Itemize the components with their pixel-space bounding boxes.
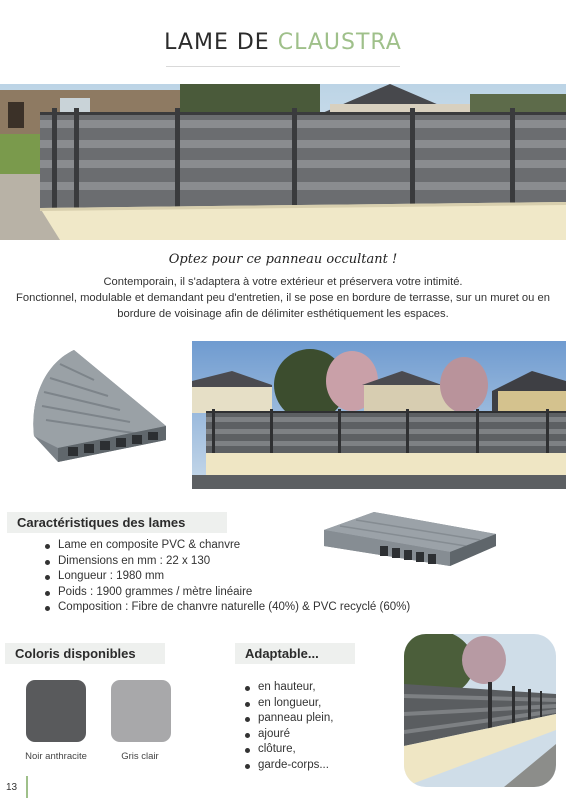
tagline: Optez pour ce panneau occultant ! <box>168 252 398 267</box>
list-item: garde-corps... <box>242 758 392 774</box>
list-item: Poids : 1900 grammes / mètre linéaire <box>42 585 462 601</box>
list-item: Longueur : 1980 mm <box>42 569 462 585</box>
swatch-label: Gris clair <box>121 751 159 762</box>
description <box>14 274 552 322</box>
list-item: Dimensions en mm : 22 x 130 <box>42 554 462 570</box>
list-item: clôture, <box>242 742 392 758</box>
page-number: 13 <box>6 782 18 793</box>
fence-perspective-photo <box>404 634 556 787</box>
description-line2: Fonctionnel, modulable et demandant peu d'entretien, il se pose en bordure de terrasse, sur un muret ou en bordure de voisinage afin de délimiter esthétiquement les espaces. <box>16 292 550 320</box>
page-number-bar <box>26 776 28 798</box>
page-title <box>0 30 566 55</box>
coloris-heading: Coloris disponibles <box>5 643 165 664</box>
list-item: Lame en composite PVC & chanvre <box>42 538 462 554</box>
list-item: Composition : Fibre de chanvre naturelle (40%) & PVC recyclé (60%) <box>42 600 462 616</box>
swatch-label: Noir anthracite <box>25 751 87 762</box>
board-profile-image <box>28 340 178 470</box>
swatch-noir-anthracite <box>26 680 86 742</box>
list-item: en hauteur, <box>242 680 392 696</box>
swatch-gris-clair <box>111 680 171 742</box>
hero-fence-photo <box>0 84 566 240</box>
list-item: panneau plein, <box>242 711 392 727</box>
description-line1: Contemporain, il s'adaptera à votre extérieur et préservera votre intimité. <box>103 276 463 288</box>
adaptable-heading: Adaptable... <box>235 643 355 664</box>
list-item: ajouré <box>242 727 392 743</box>
list-item: en longueur, <box>242 696 392 712</box>
title-accent: CLAUSTRA <box>277 30 402 55</box>
title-divider <box>166 66 400 67</box>
title-main: LAME DE <box>164 30 270 55</box>
adaptable-list <box>242 680 392 773</box>
fence-street-photo <box>192 341 566 489</box>
board-3d-image <box>320 508 496 578</box>
caracteristiques-heading: Caractéristiques des lames <box>7 512 227 533</box>
